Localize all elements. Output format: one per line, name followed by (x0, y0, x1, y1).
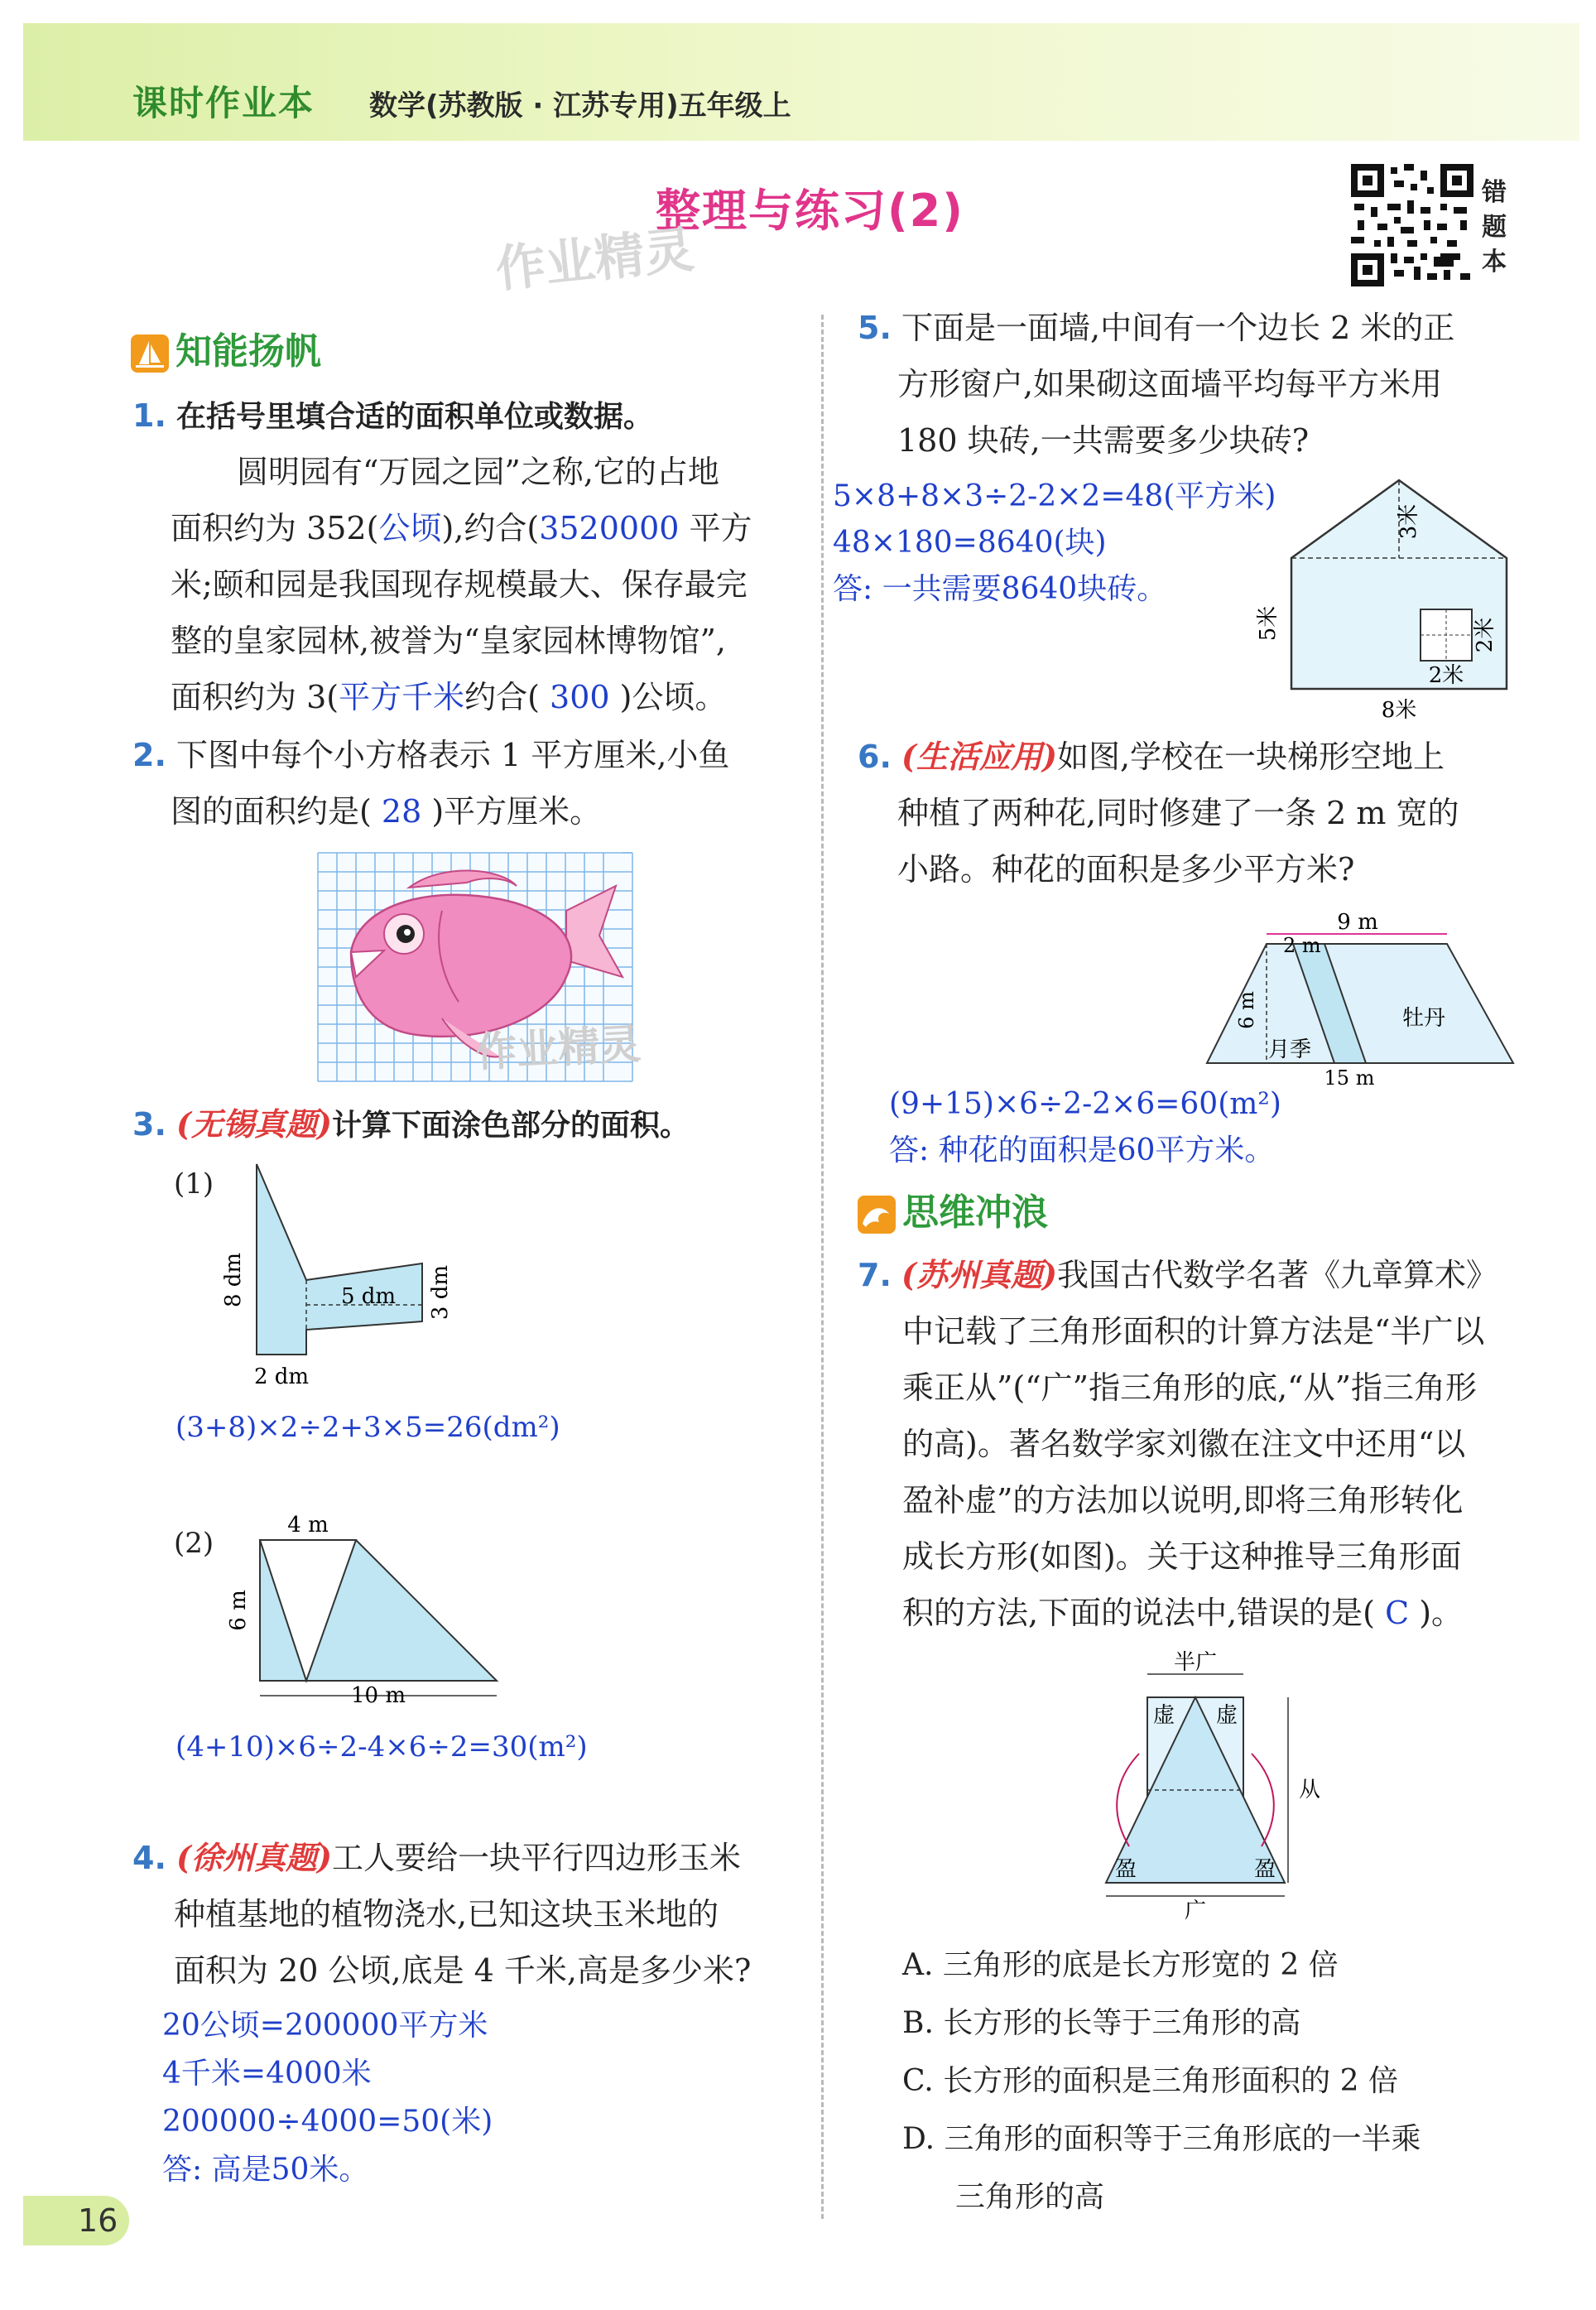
q7-option-a[interactable]: A. 三角形的底是长方形宽的 2 倍 (902, 1948, 1339, 1982)
q3-source-tag: (无锡真题) (175, 1105, 332, 1143)
q7-text: 积的方法,下面的说法中,错误的是( (902, 1595, 1386, 1631)
q1-prompt (132, 387, 653, 445)
dim-label: 3 dm (428, 1264, 453, 1321)
dim-label: 8 dm (221, 1252, 246, 1308)
brand-title: 课时作业本 (132, 83, 315, 123)
q4-line: 面积为 20 公顷,底是 4 千米,高是多少米? (174, 1952, 752, 1989)
q7-source-tag: (苏州真题) (901, 1256, 1057, 1293)
q7-line: 成长方形(如图)。关于这种推导三角形面 (902, 1538, 1462, 1575)
q7-text: 我国古代数学名著《九章算术》 (1056, 1257, 1497, 1293)
q7-text: )。 (1409, 1595, 1464, 1631)
triangle-rectangle-figure (1093, 1648, 1341, 1929)
q1-text: 平方 (679, 510, 752, 546)
q1-text: 面积约为 3( (171, 679, 339, 715)
q4-line (132, 1830, 741, 1886)
q6-answer: (9+15)×6÷2-2×6=60(m²) (889, 1087, 1281, 1121)
qr-label (1482, 176, 1515, 280)
dim-label: 3米 (1396, 503, 1421, 540)
fig-label: 虚 (1215, 1703, 1238, 1728)
q1-text: 米;颐和园是我国现存规模最大、保存最完 (171, 566, 748, 603)
q7-option-c[interactable]: C. 长方形的面积是三角形面积的 2 倍 (902, 2064, 1398, 2098)
q4-answer: 答: 高是50米。 (162, 2153, 369, 2187)
q5-number: 5. (858, 310, 892, 346)
q4-line: 种植基地的植物浇水,已知这块玉米地的 (174, 1896, 719, 1932)
column-divider (821, 315, 824, 2219)
section-head-siwei (858, 1182, 1048, 1235)
q2-text: )平方厘米。 (421, 793, 602, 830)
q1-text: ),约合( (441, 510, 540, 546)
q1-line (237, 444, 719, 500)
q7-line: 中记载了三角形面积的计算方法是“半广以 (902, 1313, 1485, 1350)
watermark: 作业精灵 (474, 1019, 642, 1077)
fig-label: 广 (1184, 1899, 1207, 1923)
q1-number: 1. (132, 397, 166, 434)
q7-line: 盈补虚”的方法加以说明,即将三角形转化 (902, 1482, 1464, 1518)
q1-fill-answer[interactable]: 公顷 (378, 510, 442, 546)
q5-line: 方形窗户,如果砌这面墙平均每平方米用 (897, 366, 1443, 402)
q7-line: 乘正从”(“广”指三角形的底,“从”指三角形 (902, 1369, 1478, 1406)
q1-fill-answer[interactable]: 平方千米 (339, 679, 465, 715)
q1-text: )公顷。 (609, 679, 727, 715)
q7-line (858, 1247, 1497, 1303)
dim-label: 2米 (1428, 663, 1464, 688)
q6-source-tag: (生活应用) (901, 738, 1057, 775)
q4-answer: 4千米=4000米 (162, 2057, 372, 2091)
q1-line (171, 613, 726, 669)
q5-answer: 48×180=8640(块) (833, 526, 1107, 560)
qr-label-char: 本 (1482, 248, 1507, 277)
fig-label: 虚 (1152, 1703, 1175, 1728)
q2-text: 下图中每个小方格表示 1 平方厘米,小鱼 (175, 737, 730, 773)
q3-figure-1 (221, 1156, 488, 1404)
dim-label: 2米 (1473, 617, 1497, 653)
dim-label: 8米 (1381, 698, 1417, 723)
q1-text: 约合( (464, 679, 550, 715)
section-title: 知能扬帆 (175, 330, 321, 373)
q1-fill-answer[interactable]: 300 (550, 679, 610, 715)
trapezoid-garden-figure (1200, 909, 1515, 1090)
q5-text: 下面是一面墙,中间有一个边长 2 米的正 (901, 310, 1455, 346)
section-title: 思维冲浪 (902, 1191, 1048, 1234)
qr-code-icon[interactable] (1351, 164, 1473, 286)
sail-icon (131, 334, 169, 373)
q7-line: 的高)。著名数学家刘徽在注文中还用“以 (902, 1426, 1466, 1462)
q4-source-tag: (徐州真题) (175, 1839, 332, 1876)
q1-text: 圆明园有“万园之园”之称,它的占地 (237, 454, 719, 490)
q5-answer: 5×8+8×3÷2-2×2=48(平方米) (833, 479, 1276, 513)
wave-icon (858, 1196, 896, 1234)
dim-label: 4 m (287, 1513, 329, 1538)
q1-text: 在括号里填合适的面积单位或数据。 (175, 400, 653, 434)
q6-line (858, 729, 1445, 785)
dim-label: 9 m (1337, 910, 1378, 935)
q1-line (171, 556, 748, 613)
fig-label: 盈 (1253, 1857, 1276, 1882)
q6-answer: 答: 种花的面积是60平方米。 (889, 1133, 1275, 1167)
watermark: 作业精灵 (493, 220, 697, 300)
dim-label: 2 dm (253, 1364, 310, 1389)
dim-label: 6 m (1235, 991, 1258, 1029)
q5-line: 180 块砖,一共需要多少块砖? (897, 422, 1310, 459)
q3-line (132, 1096, 690, 1154)
page-number-badge (23, 2196, 129, 2245)
q1-fill-answer[interactable]: 3520000 (539, 510, 680, 546)
q6-line: 种植了两种花,同时修建了一条 2 m 宽的 (897, 795, 1459, 831)
q2-text: 图的面积约是( (171, 793, 382, 830)
page-number: 16 (78, 2202, 118, 2239)
q3-answer-2: (4+10)×6÷2-4×6÷2=30(m²) (175, 1730, 588, 1764)
fig-label: 从 (1298, 1778, 1321, 1802)
flower-label: 牡丹 (1401, 1006, 1446, 1031)
q5-line (858, 300, 1454, 356)
flower-label: 月季 (1267, 1037, 1312, 1062)
q3-text: 计算下面涂色部分的面积。 (331, 1109, 690, 1143)
dim-label: 5 dm (340, 1284, 397, 1309)
fig-label: 半广 (1173, 1650, 1218, 1675)
q3-part1-label: (1) (174, 1167, 214, 1201)
shaded-shape (257, 1164, 422, 1355)
q2-fill-answer[interactable]: 28 (381, 793, 422, 830)
q2-line (171, 783, 601, 840)
dim-label: 10 m (350, 1683, 406, 1708)
q7-option-b[interactable]: B. 长方形的长等于三角形的高 (902, 2006, 1301, 2040)
q5-answer: 答: 一共需要8640块砖。 (833, 572, 1167, 606)
dim-label: 2 m (1283, 934, 1321, 957)
q4-text: 工人要给一块平行四边形玉米 (331, 1840, 741, 1876)
q4-answer: 200000÷4000=50(米) (162, 2105, 493, 2139)
q2-number: 2. (132, 737, 166, 773)
q7-option-d-cont: 三角形的高 (955, 2180, 1105, 2214)
q4-answer: 20公顷=200000平方米 (162, 2009, 488, 2043)
q6-line: 小路。种花的面积是多少平方米? (897, 851, 1355, 888)
q7-number: 7. (858, 1257, 892, 1293)
q7-line (902, 1585, 1463, 1641)
q4-number: 4. (132, 1840, 166, 1876)
q7-option-d[interactable]: D. 三角形的面积等于三角形底的一半乘 (902, 2122, 1421, 2156)
qr-label-char: 错 (1482, 178, 1507, 207)
q3-figure-2 (226, 1507, 513, 1714)
q3-number: 3. (132, 1106, 166, 1143)
fig-label: 盈 (1114, 1857, 1137, 1882)
q1-line (171, 669, 726, 725)
wall-figure (1250, 472, 1531, 729)
q1-text: 整的皇家园林,被誉为“皇家园林博物馆”, (171, 623, 727, 659)
q2-line (132, 727, 729, 783)
q6-text: 如图,学校在一块梯形空地上 (1056, 739, 1445, 775)
book-subtitle: 数学(苏教版 · 江苏专用)五年级上 (369, 89, 791, 123)
q6-number: 6. (858, 739, 892, 775)
dim-label: 5米 (1256, 605, 1281, 642)
q3-answer-1: (3+8)×2÷2+3×5=26(dm²) (175, 1411, 560, 1444)
q1-text: 面积约为 352( (171, 510, 379, 546)
q3-part2-label: (2) (174, 1527, 214, 1560)
section-head-zhineng (131, 321, 321, 374)
dim-label: 6 m (226, 1590, 251, 1631)
q1-line (171, 500, 752, 556)
q7-fill-answer[interactable]: C (1385, 1595, 1410, 1631)
page-title: 整理与练习(2) (656, 185, 964, 237)
qr-label-char: 题 (1482, 213, 1507, 242)
dim-label: 15 m (1324, 1066, 1375, 1090)
